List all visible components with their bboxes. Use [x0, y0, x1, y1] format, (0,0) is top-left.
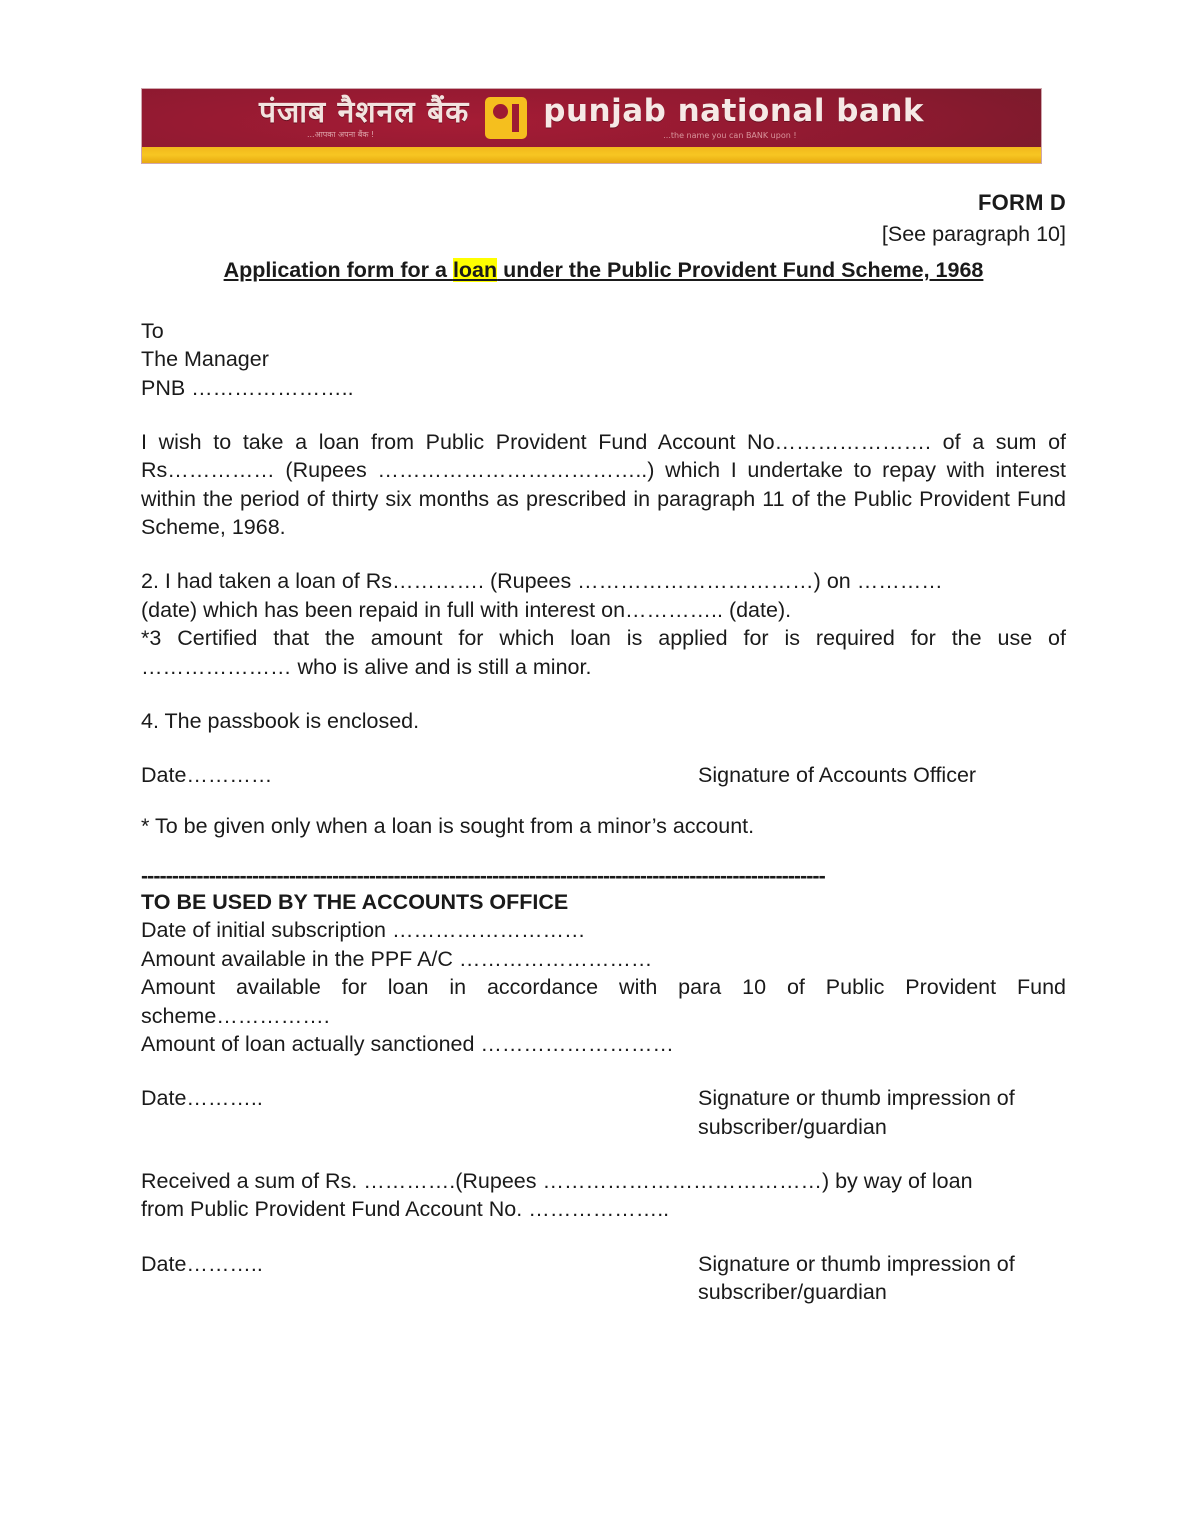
bank-tagline-hindi: ...आपका अपना बैंक !: [306, 129, 375, 139]
page-title-part-1: Application form for a: [223, 258, 453, 283]
pnb-logo-mark-icon: [485, 97, 527, 139]
see-paragraph-reference: [See paragraph 10]: [881, 222, 1066, 247]
receipt-line-1: Received a sum of Rs. ………….(Rupees …………………………………) by way of loan: [141, 1169, 973, 1194]
subscriber-signature-row-2: [141, 1250, 1066, 1307]
footnote-minor-account: * To be given only when a loan is sought from a minor’s account.: [141, 813, 755, 838]
subscriber-signature-row-1: [141, 1084, 1066, 1141]
subscriber-signature-line-1a: Signature or thumb impression of: [698, 1086, 1015, 1111]
accounts-office-line-amount-for-loan: Amount available for loan in accordance with para 10 of Public Provident Fund scheme…………….: [141, 975, 1066, 1028]
bank-name-english-group: [543, 93, 925, 140]
address-manager: The Manager: [141, 347, 269, 372]
paragraph-3-line-2: ………………… who is alive and is still a minor.: [141, 654, 592, 679]
subscriber-signature-block-2: [698, 1250, 1066, 1307]
bank-name-hindi: पंजाब नैशनल बैंक: [258, 94, 470, 130]
banner-gold-stripe: [142, 147, 1041, 163]
title-block: [141, 188, 1066, 248]
page-title-part-2: under the Public Provident Fund Scheme, 1968: [497, 258, 984, 283]
subscriber-signature-line-1b: subscriber/guardian: [698, 1114, 887, 1139]
officer-date-label: Date…………: [141, 763, 273, 788]
paragraph-2-line-2: (date) which has been repaid in full with interest on………….. (date).: [141, 597, 792, 622]
banner-content: [142, 89, 1041, 147]
accounts-office-line-amount-available: Amount available in the PPF A/C ………………………: [141, 946, 653, 971]
officer-signature-label: Signature of Accounts Officer: [698, 763, 977, 788]
paragraph-3-line-1: *3 Certified that the amount for which loan is applied for is required for the use of: [141, 626, 1066, 651]
paragraph-4: 4. The passbook is enclosed.: [141, 708, 420, 733]
bank-tagline-english: ...the name you can BANK upon !: [663, 131, 797, 140]
document-body: [141, 188, 1066, 1307]
subscriber-signature-block-1: [698, 1084, 1066, 1141]
subscriber-date-label-2: Date………..: [141, 1251, 263, 1276]
subscriber-signature-line-2b: subscriber/guardian: [698, 1280, 887, 1305]
receipt-line-2: from Public Provident Fund Account No. ………………..: [141, 1197, 670, 1222]
form-label: FORM D: [978, 190, 1066, 215]
section-divider: ---------------------------------------------------------------------------------------------------------------: [141, 866, 825, 887]
accounts-office-line-amount-sanctioned: Amount of loan actually sanctioned ………………………: [141, 1031, 674, 1056]
address-branch: PNB …………………..: [141, 375, 354, 400]
officer-signature-row: [141, 761, 1066, 789]
bank-name-hindi-group: [258, 94, 470, 139]
accounts-office-heading: TO BE USED BY THE ACCOUNTS OFFICE: [141, 890, 569, 915]
banner-background: [141, 88, 1042, 164]
page-title: [141, 256, 1066, 284]
address-to: To: [141, 318, 164, 343]
subscriber-date-label-1: Date………..: [141, 1086, 263, 1111]
page-title-highlight: loan: [452, 258, 498, 283]
paragraph-1: I wish to take a loan from Public Provident Fund Account No…………………. of a sum of Rs…………… (Rupees ………………………………..) which I undertake to repay with interest within the period of thirty six months as prescribed in paragraph 11 of the Public Provident Fund Scheme, 1968.: [141, 429, 1066, 540]
accounts-office-line-initial-subscription: Date of initial subscription ………………………: [141, 918, 586, 943]
subscriber-signature-line-2a: Signature or thumb impression of: [698, 1251, 1015, 1276]
paragraph-2-line-1: 2. I had taken a loan of Rs…………. (Rupees ……………………………) on …………: [141, 569, 943, 594]
bank-name-english: punjab national bank: [543, 93, 925, 129]
bank-header-banner: [141, 88, 1042, 164]
address-block: [141, 317, 1066, 402]
